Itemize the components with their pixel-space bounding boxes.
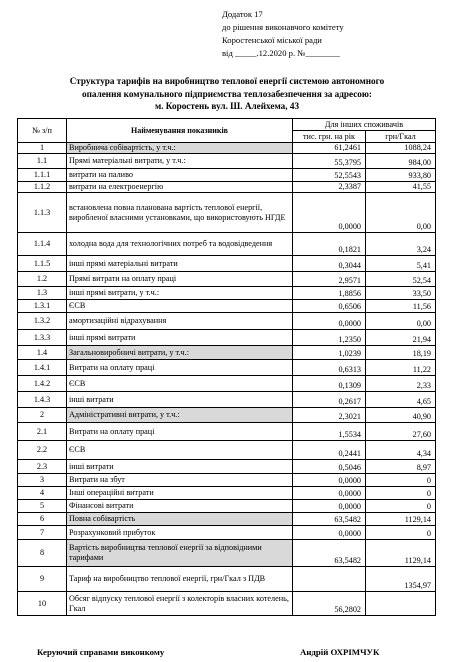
table-row: [18, 423, 436, 441]
row-number: 1.1.5: [18, 256, 67, 272]
row-name: ЄСВ: [67, 376, 293, 392]
table-row: [18, 287, 436, 300]
row-number: 1.1.3: [18, 193, 67, 233]
row-value-gcal: 2,33: [366, 376, 436, 392]
row-number: 7: [18, 526, 67, 540]
table-row: [18, 392, 436, 408]
row-name: амортизаційні відрахування: [67, 313, 293, 330]
row-value-gcal: 0: [366, 500, 436, 513]
row-value-year: 1,5534: [293, 423, 366, 441]
row-value-gcal: 1354,97: [366, 567, 436, 592]
signature-position: Керуючий справами виконкому: [37, 647, 165, 657]
column-header-year: тис. грн. на рік: [293, 131, 366, 143]
row-name: ЄСВ: [67, 300, 293, 313]
row-number: 3: [18, 474, 67, 487]
row-name: Вартість виробництва теплової енергії за відповідними тарифами: [67, 540, 293, 567]
row-value-year: [293, 567, 366, 592]
row-name: Прямі витрати на оплату праці: [67, 272, 293, 287]
table-row: [18, 256, 436, 272]
row-value-gcal: 0: [366, 526, 436, 540]
title-line-1: Структура тарифів на виробництво теплової енергії системою автономного: [69, 76, 385, 86]
row-value-gcal: 933,80: [366, 169, 436, 182]
row-value-gcal: 52,54: [366, 272, 436, 287]
row-name: Витрати на оплату праці: [67, 423, 293, 441]
row-value-gcal: 11,22: [366, 360, 436, 376]
row-value-year: 2,9571: [293, 272, 366, 287]
document-title: [0, 75, 454, 113]
row-value-gcal: 33,50: [366, 287, 436, 300]
appendix-number: Додаток 17: [222, 9, 263, 19]
row-value-year: 0,2617: [293, 392, 366, 408]
row-number: 1.4: [18, 346, 67, 360]
table-row: [18, 182, 436, 193]
row-value-year: 0,5046: [293, 460, 366, 474]
row-value-gcal: 4,34: [366, 441, 436, 460]
table-row: [18, 346, 436, 360]
column-header-name: Найменування показників: [67, 119, 293, 143]
row-name: Витрати на збут: [67, 474, 293, 487]
table-row: [18, 300, 436, 313]
row-number: 2: [18, 408, 67, 423]
row-value-gcal: [366, 592, 436, 616]
column-header-number: № з/п: [18, 119, 67, 143]
row-value-year: 55,3795: [293, 154, 366, 169]
row-name: Обсяг відпуску теплової енергії з колекторів власних котелень, Гкал: [67, 592, 293, 616]
row-number: 1.3.1: [18, 300, 67, 313]
row-name: інші витрати: [67, 392, 293, 408]
row-value-year: 63,5482: [293, 513, 366, 526]
row-value-gcal: 0,00: [366, 193, 436, 233]
row-value-year: 1,2350: [293, 330, 366, 346]
row-name: інші витрати: [67, 460, 293, 474]
row-number: 1.4.3: [18, 392, 67, 408]
row-value-gcal: 40,90: [366, 408, 436, 423]
table-row: [18, 592, 436, 616]
row-name: Прямі матеріальні витрати, у т.ч.:: [67, 154, 293, 169]
row-value-gcal: 4,65: [366, 392, 436, 408]
council-name: Коростенської міської ради: [222, 35, 322, 45]
table-row: [18, 567, 436, 592]
signature-name: Андрій ОХРІМЧУК: [300, 647, 380, 657]
row-value-gcal: 41,55: [366, 182, 436, 193]
table-row: [18, 360, 436, 376]
table-row: [18, 526, 436, 540]
row-name: інші прямі витрати, у т.ч.:: [67, 287, 293, 300]
decision-date: від _____.12.2020 р. №________: [222, 48, 340, 58]
row-value-year: 2,3387: [293, 182, 366, 193]
table-row: [18, 313, 436, 330]
row-value-year: 0,0000: [293, 193, 366, 233]
row-value-year: 0,6313: [293, 360, 366, 376]
table-row: [18, 500, 436, 513]
row-name: Розрахунковий прибуток: [67, 526, 293, 540]
column-header-group: Для інших споживачів: [293, 119, 436, 131]
row-number: 1.4.1: [18, 360, 67, 376]
row-value-gcal: 1129,14: [366, 513, 436, 526]
row-number: 2.1: [18, 423, 67, 441]
table-row: [18, 540, 436, 567]
table-row: [18, 330, 436, 346]
row-value-year: 0,0000: [293, 500, 366, 513]
row-number: 1.4.2: [18, 376, 67, 392]
row-number: 1.1.4: [18, 233, 67, 256]
row-number: 10: [18, 592, 67, 616]
row-value-year: 0,6506: [293, 300, 366, 313]
row-value-year: 0,0000: [293, 474, 366, 487]
row-value-gcal: 0: [366, 474, 436, 487]
row-name: встановлена повна планована вартість теплової енергії, виробленої власними установками, що використовують НГДЕ: [67, 193, 293, 233]
row-value-year: 0,2441: [293, 441, 366, 460]
row-value-year: 1,8856: [293, 287, 366, 300]
row-value-gcal: 21,94: [366, 330, 436, 346]
row-number: 1.3.3: [18, 330, 67, 346]
row-number: 8: [18, 540, 67, 567]
row-value-gcal: 984,00: [366, 154, 436, 169]
row-number: 4: [18, 487, 67, 500]
row-name: Фінансові витрати: [67, 500, 293, 513]
row-value-gcal: 1129,14: [366, 540, 436, 567]
row-value-year: 0,0000: [293, 487, 366, 500]
row-value-year: 0,3044: [293, 256, 366, 272]
row-value-gcal: 27,60: [366, 423, 436, 441]
row-number: 1.2: [18, 272, 67, 287]
row-value-year: 0,0000: [293, 313, 366, 330]
row-number: 6: [18, 513, 67, 526]
row-number: 1: [18, 143, 67, 154]
table-row: [18, 272, 436, 287]
row-value-year: 52,5543: [293, 169, 366, 182]
row-name: Тариф на виробництво теплової енергії, грн/Гкал з ПДВ: [67, 567, 293, 592]
row-value-gcal: 11,56: [366, 300, 436, 313]
row-name: Повна собівартість: [67, 513, 293, 526]
row-name: холодна вода для технологічних потреб та водовідведення: [67, 233, 293, 256]
row-name: витрати на паливо: [67, 169, 293, 182]
row-value-gcal: 18,19: [366, 346, 436, 360]
row-name: витрати на електроенергію: [67, 182, 293, 193]
table-row: [18, 154, 436, 169]
row-number: 9: [18, 567, 67, 592]
table-row: [18, 193, 436, 233]
row-number: 5: [18, 500, 67, 513]
row-value-year: 2,3021: [293, 408, 366, 423]
table-row: [18, 474, 436, 487]
table-row: [18, 376, 436, 392]
row-name: інші прямі витрати: [67, 330, 293, 346]
row-value-year: 1,0239: [293, 346, 366, 360]
row-value-gcal: 0,00: [366, 313, 436, 330]
row-value-year: 56,2802: [293, 592, 366, 616]
row-number: 1.3: [18, 287, 67, 300]
document-header: [222, 8, 344, 60]
row-name: ЄСВ: [67, 441, 293, 460]
table-row: [18, 460, 436, 474]
row-value-year: 0,1309: [293, 376, 366, 392]
row-name: Виробнича собівартість, у т.ч.:: [67, 143, 293, 154]
row-number: 1.1.1: [18, 169, 67, 182]
row-name: інші прямі матеріальні витрати: [67, 256, 293, 272]
title-line-2: опалення комунального підприємства теплозабезпечення за адресою:: [82, 88, 372, 99]
row-number: 2.2: [18, 441, 67, 460]
tariff-structure-table: [17, 118, 436, 616]
row-value-year: 0,1821: [293, 233, 366, 256]
row-number: 2.3: [18, 460, 67, 474]
table-row: [18, 441, 436, 460]
row-value-gcal: 5,41: [366, 256, 436, 272]
row-value-gcal: 8,97: [366, 460, 436, 474]
title-line-3: м. Коростень вул. Ш. Алейхема, 43: [154, 101, 300, 111]
row-name: Адміністративні витрати, у т.ч.:: [67, 408, 293, 423]
row-name: Загальновиробничі витрати, у т.ч.:: [67, 346, 293, 360]
table-row: [18, 233, 436, 256]
column-header-gcal: грн/Гкал: [366, 131, 436, 143]
row-number: 1.3.2: [18, 313, 67, 330]
row-value-gcal: 3,24: [366, 233, 436, 256]
row-number: 1.1: [18, 154, 67, 169]
row-value-year: 63,5482: [293, 540, 366, 567]
row-number: 1.1.2: [18, 182, 67, 193]
table-row: [18, 513, 436, 526]
row-name: Витрати на оплату праці: [67, 360, 293, 376]
table-row: [18, 408, 436, 423]
decision-reference: до рішення виконавчого комітету: [222, 22, 344, 32]
table-row: [18, 143, 436, 154]
table-row: [18, 169, 436, 182]
row-name: Інші операційні витрати: [67, 487, 293, 500]
row-value-gcal: 0: [366, 487, 436, 500]
row-value-year: 0,0000: [293, 526, 366, 540]
table-row: [18, 487, 436, 500]
row-value-year: 61,2461: [293, 143, 366, 154]
row-value-gcal: 1088,24: [366, 143, 436, 154]
